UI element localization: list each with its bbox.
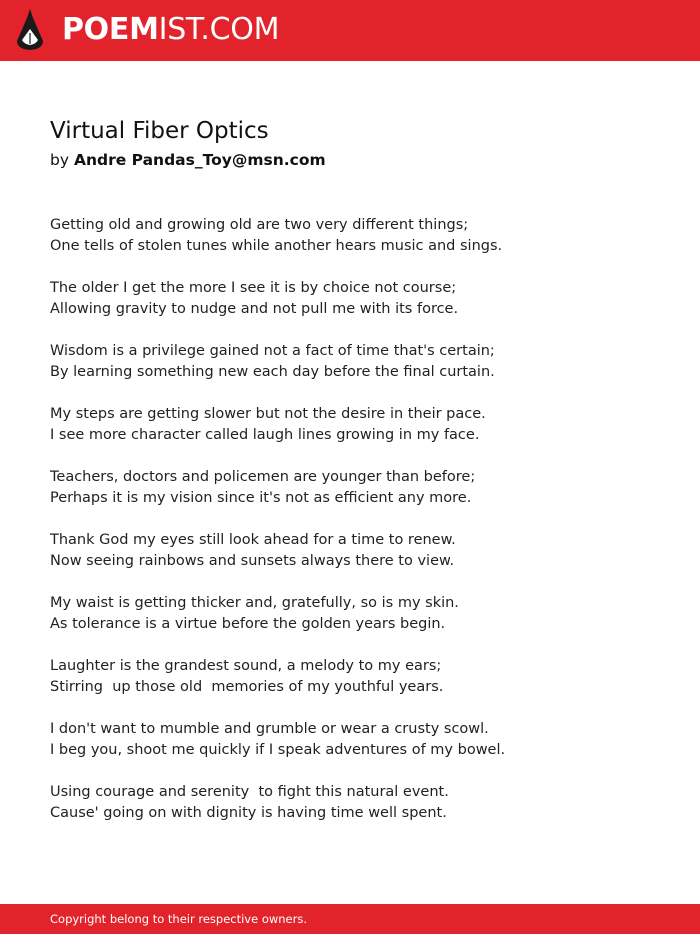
poem-stanza xyxy=(50,278,650,320)
poem-byline xyxy=(50,149,650,171)
poem-line: Allowing gravity to nudge and not pull me with its force. xyxy=(50,301,459,317)
poem-stanza xyxy=(50,467,650,509)
poem-stanza xyxy=(50,656,650,698)
poem-line: Now seeing rainbows and sunsets always there to view. xyxy=(50,553,455,569)
by-label: by xyxy=(50,151,70,169)
poem-stanza xyxy=(50,215,650,257)
poem-line: Stirring up those old memories of my youthful years. xyxy=(50,679,444,695)
poem-line: One tells of stolen tunes while another hears music and sings. xyxy=(50,238,503,254)
site-header xyxy=(0,0,700,61)
poem-line: Wisdom is a privilege gained not a fact of time that's certain; xyxy=(50,343,495,359)
poem-line: My steps are getting slower but not the desire in their pace. xyxy=(50,406,486,422)
poem-author: Andre Pandas_Toy@msn.com xyxy=(73,151,326,169)
poem-stanza xyxy=(50,719,650,761)
poem-body xyxy=(50,215,650,824)
site-footer xyxy=(0,904,700,934)
poem-line: I see more character called laugh lines growing in my face. xyxy=(50,427,480,443)
poem-line: Getting old and growing old are two very different things; xyxy=(50,217,469,233)
poem-line: I beg you, shoot me quickly if I speak adventures of my bowel. xyxy=(50,742,506,758)
poem-line: Perhaps it is my vision since it's not as efficient any more. xyxy=(50,490,472,506)
poem-stanza xyxy=(50,404,650,446)
poem-line: My waist is getting thicker and, gratefully, so is my skin. xyxy=(50,595,459,611)
site-logo-text[interactable] xyxy=(62,12,279,48)
poem-line: Laughter is the grandest sound, a melody to my ears; xyxy=(50,658,442,674)
poem-stanza xyxy=(50,341,650,383)
copyright-text: Copyright belong to their respective owners. xyxy=(50,912,308,926)
poem-line: The older I get the more I see it is by choice not course; xyxy=(50,280,457,296)
poem-line: Teachers, doctors and policemen are younger than before; xyxy=(50,469,476,485)
poem-line: By learning something new each day before the final curtain. xyxy=(50,364,495,380)
poem-line: I don't want to mumble and grumble or wear a crusty scowl. xyxy=(50,721,489,737)
brand-light: IST.COM xyxy=(158,12,280,47)
poem-line: As tolerance is a virtue before the golden years begin. xyxy=(50,616,446,632)
poem-stanza xyxy=(50,782,650,824)
poem-title: Virtual Fiber Optics xyxy=(50,118,269,144)
poem-content xyxy=(50,115,650,845)
poem-line: Thank God my eyes still look ahead for a time to renew. xyxy=(50,532,456,548)
poem-line: Cause' going on with dignity is having time well spent. xyxy=(50,805,447,821)
pen-nib-icon[interactable] xyxy=(16,9,44,51)
brand-bold: POEM xyxy=(62,12,159,47)
poem-stanza xyxy=(50,593,650,635)
poem-line: Using courage and serenity to fight this natural event. xyxy=(50,784,449,800)
poem-stanza xyxy=(50,530,650,572)
